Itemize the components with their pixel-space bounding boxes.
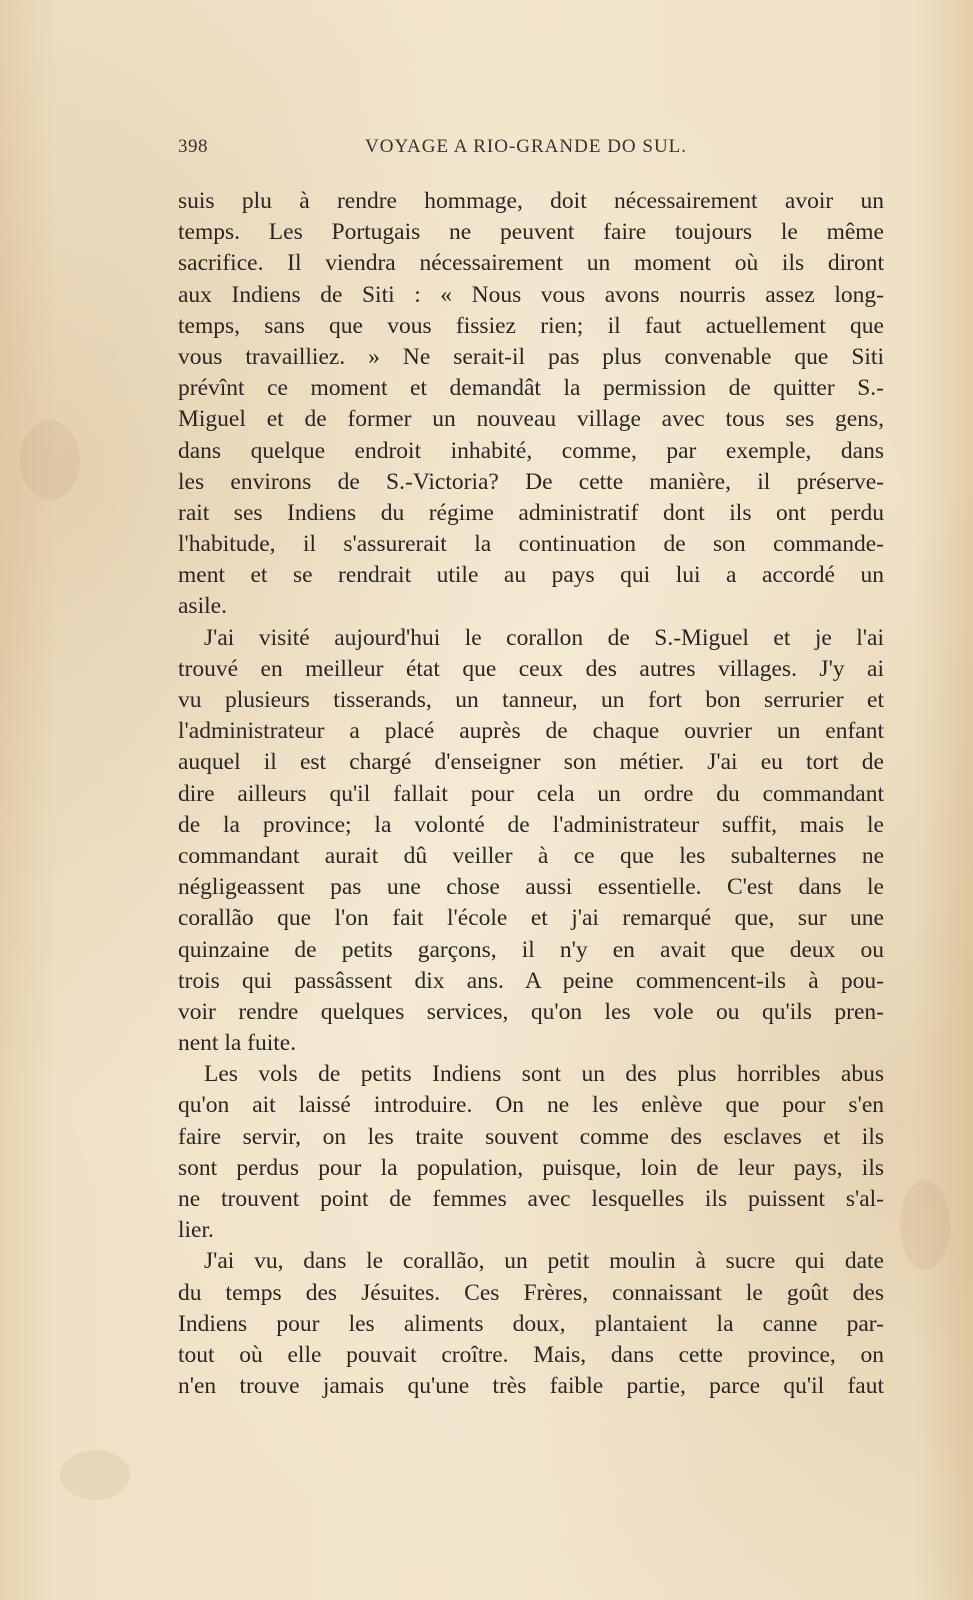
text-line: qu'on ait laissé introduire. On ne les enlève que pour s'en (178, 1092, 884, 1119)
text-line: Les vols de petits Indiens sont un des plus horribles abus (204, 1061, 884, 1088)
text-line: sont perdus pour la population, puisque, loin de leur pays, ils (178, 1154, 884, 1181)
text-line: négligeassent pas une chose aussi essentielle. C'est dans le (178, 874, 884, 901)
text-line: de la province; la volonté de l'administrateur suffit, mais le (178, 811, 884, 838)
text-line: faire servir, on les traite souvent comme des esclaves et ils (178, 1123, 884, 1150)
text-line: aux Indiens de Siti : « Nous vous avons nourris assez long- (178, 281, 884, 308)
text-line: temps, sans que vous fissiez rien; il faut actuellement que (178, 312, 884, 339)
text-line: J'ai vu, dans le corallão, un petit moulin à sucre qui date (204, 1248, 884, 1275)
text-line: suis plu à rendre hommage, doit nécessairement avoir un (178, 188, 884, 214)
text-line: dire ailleurs qu'il fallait pour cela un ordre du commandant (178, 780, 884, 807)
text-line: tout où elle pouvait croître. Mais, dans cette province, on (178, 1341, 884, 1368)
text-line: J'ai visité aujourd'hui le corallon de S.-Miguel et je l'ai (204, 624, 884, 651)
text-line: commandant aurait dû veiller à ce que les subalternes ne (178, 842, 884, 869)
text-line: rait ses Indiens du régime administratif dont ils ont perdu (178, 499, 884, 526)
text-line: n'en trouve jamais qu'une très faible partie, parce qu'il faut (178, 1373, 884, 1400)
text-line: asile. (178, 593, 227, 620)
text-line: auquel il est chargé d'enseigner son métier. J'ai eu tort de (178, 749, 884, 776)
text-line: quinzaine de petits garçons, il n'y en avait que deux ou (178, 936, 884, 963)
text-line: nent la fuite. (178, 1030, 297, 1057)
page-number: 398 (178, 136, 208, 157)
paper-stain (900, 1180, 950, 1270)
text-line: sacrifice. Il viendra nécessairement un moment où ils diront (178, 250, 884, 277)
text-line: corallão que l'on fait l'école et j'ai remarqué que, sur une (178, 905, 884, 932)
text-line: trois qui passâssent dix ans. A peine commencent-ils à pou- (178, 967, 884, 994)
text-line: ment et se rendrait utile au pays qui lui a accordé un (178, 562, 884, 589)
text-line: du temps des Jésuites. Ces Frères, connaissant le goût des (178, 1279, 884, 1306)
text-line: lier. (178, 1217, 214, 1244)
running-header (178, 136, 884, 162)
text-line: l'habitude, il s'assurerait la continuation de son commande- (178, 531, 884, 558)
running-title: VOYAGE A RIO-GRANDE DO SUL. (365, 136, 688, 157)
text-line: trouvé en meilleur état que ceux des autres villages. J'y ai (178, 655, 884, 682)
text-line: dans quelque endroit inhabité, comme, par exemple, dans (178, 437, 884, 464)
text-line: l'administrateur a placé auprès de chaque ouvrier un enfant (178, 718, 884, 745)
text-line: Indiens pour les aliments doux, plantaient la canne par- (178, 1310, 884, 1337)
paper-stain (60, 1450, 130, 1500)
text-line: vous travailliez. » Ne serait-il pas plus convenable que Siti (178, 343, 884, 370)
text-line: vu plusieurs tisserands, un tanneur, un fort bon serrurier et (178, 687, 884, 713)
text-line: Miguel et de former un nouveau village avec tous ses gens, (178, 406, 884, 433)
text-line: ne trouvent point de femmes avec lesquelles ils puissent s'al- (178, 1186, 884, 1212)
paper-stain (20, 420, 80, 500)
text-line: les environs de S.-Victoria? De cette manière, il préserve- (178, 468, 884, 495)
text-line: temps. Les Portugais ne peuvent faire toujours le même (178, 219, 884, 246)
text-line: voir rendre quelques services, qu'on les vole ou qu'ils pren- (178, 998, 884, 1025)
text-line: prévînt ce moment et demandât la permission de quitter S.- (178, 375, 884, 402)
body-text (178, 186, 884, 1402)
